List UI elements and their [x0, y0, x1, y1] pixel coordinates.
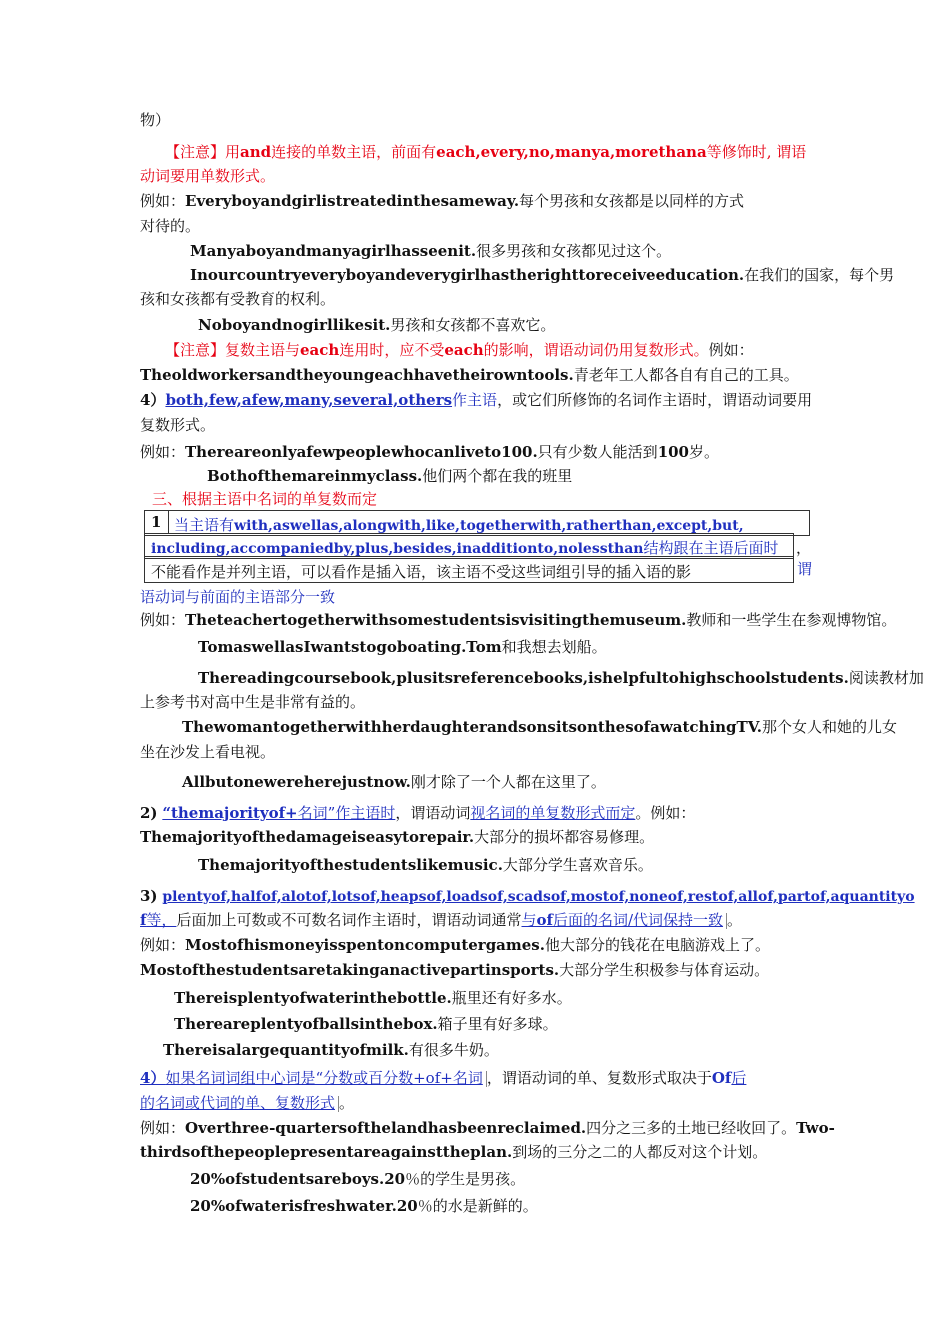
text-line: 物）	[140, 111, 171, 129]
example-line: Thereisalargequantityofmilk.有很多牛奶。	[163, 1041, 499, 1059]
example-line: Manyaboyandmanyagirlhasseenit.很多男孩和女孩都见过这个。	[190, 242, 672, 260]
example-line: 例如：Everyboyandgirlistreatedinthesameway.每个男孩和女孩都是以同样的方式	[140, 192, 745, 210]
example-line: 20%ofstudentsareboys.20％的学生是男孩。	[190, 1170, 526, 1188]
note-line: 【注意】用and连接的单数主语，前面有each,every,no,manya,morethana等修饰时, 谓语	[165, 143, 807, 161]
section-heading: 三、根据主语中名词的单复数而定	[152, 490, 378, 508]
example-line: Inourcountryeveryboyandeverygirlhastherighttoreceiveeducation.在我们的国家，每个男	[190, 266, 895, 284]
example-line: Themajorityofthestudentslikemusic.大部分学生喜欢音乐。	[198, 856, 653, 874]
example-line: Noboyandnogirllikesit.男孩和女孩都不喜欢它。	[198, 316, 556, 334]
example-line: 上参考书对高中生是非常有益的。	[140, 693, 366, 711]
punctuation: ，	[796, 539, 812, 557]
example-line: 例如：Mostofhismoneyisspentoncomputergames.他大部分的钱花在电脑游戏上了。	[140, 936, 770, 954]
example-line: 例如：Overthree-quartersofthelandhasbeenreclaimed.四分之三多的土地已经收回了。Two-	[140, 1119, 835, 1137]
rule-box-line: 不能看作是并列主语，可以看作是插入语，该主语不受这些词组引导的插入语的影	[151, 563, 692, 581]
rule-line: f等，后面加上可数或不可数名词作主语时，谓语动词通常与of后面的名词/代词保持一致 。	[140, 911, 743, 929]
rule-line: 2) “themajorityof+名词”作主语时，谓语动词视名词的单复数形式而定。例如：	[140, 804, 696, 822]
rule-line: 4）both,few,afew,many,several,others作主语，或它们所修饰的名词作主语时，谓语动词要用	[140, 391, 813, 409]
example-line: ThewomantogetherwithherdaughterandsonsitsonthesofawatchingTV.那个女人和她的儿女	[182, 718, 897, 736]
example-line: 坐在沙发上看电视。	[140, 743, 276, 761]
rule-box-line: including,accompaniedby,plus,besides,inadditionto,nolessthan结构跟在主语后面时	[151, 539, 779, 557]
example-line: Thereisplentyofwaterinthebottle.瓶里还有好多水。	[174, 989, 572, 1007]
example-line: Thereareplentyofballsinthebox.箱子里有好多球。	[174, 1015, 558, 1033]
rule-line: 的名词或代词的单、复数形式 。	[140, 1094, 355, 1112]
rule-number: 1	[151, 513, 162, 531]
note-line: 【注意】复数主语与each连用时，应不受each的影响，谓语动词仍用复数形式。例如：	[165, 341, 754, 359]
rule-box-divider	[168, 510, 169, 534]
example-line: Thereadingcoursebook,plusitsreferencebooks,ishelpfultohighschoolstudents.阅读教材加	[198, 669, 924, 687]
example-line: 孩和女孩都有受教育的权利。	[140, 290, 336, 308]
example-line: Allbutonewereherejustnow.刚才除了一个人都在这里了。	[182, 773, 606, 791]
example-line: Bothofthemareinmyclass.他们两个都在我的班里	[207, 467, 573, 485]
rule-box-line: 谓	[797, 560, 813, 578]
rule-line: 4）如果名词词组中心词是“分数或百分数+of+名词 ，谓语动词的单、复数形式取决于Of后	[140, 1069, 747, 1087]
example-line: 20%ofwaterisfreshwater.20％的水是新鲜的。	[190, 1197, 538, 1215]
rule-box-line: 语动词与前面的主语部分一致	[140, 588, 336, 606]
rule-line: 复数形式。	[140, 416, 216, 434]
rule-line: 3) plentyof,halfof,alotof,lotsof,heapsof,loadsof,scadsof,mostof,noneof,restof,allof,partof,aquantityo	[140, 887, 915, 905]
example-line: 例如：Thereareonlyafewpeoplewhocanliveto100.只有少数人能活到100岁。	[140, 443, 720, 461]
example-line: TomaswellasIwantstogoboating.Tom和我想去划船。	[198, 638, 607, 656]
example-line: Theoldworkersandtheyoungeachhavetheirowntools.青老年工人都各自有自己的工具。	[140, 366, 799, 384]
example-line: Mostofthestudentsaretakinganactivepartinsports.大部分学生积极参与体育运动。	[140, 961, 770, 979]
rule-box-line: 当主语有with,aswellas,alongwith,like,togetherwith,ratherthan,except,but,	[174, 516, 744, 534]
example-line: 例如：Theteachertogetherwithsomestudentsisvisitingthemuseum.教师和一些学生在参观博物馆。	[140, 611, 897, 629]
note-line: 动词要用单数形式。	[140, 167, 276, 185]
example-line: Themajorityofthedamageiseasytorepair.大部分的损坏都容易修理。	[140, 828, 655, 846]
example-line: 对待的。	[140, 217, 201, 235]
example-line: thirdsofthepeoplepresentareagainsttheplan.到场的三分之二的人都反对这个计划。	[140, 1143, 768, 1161]
